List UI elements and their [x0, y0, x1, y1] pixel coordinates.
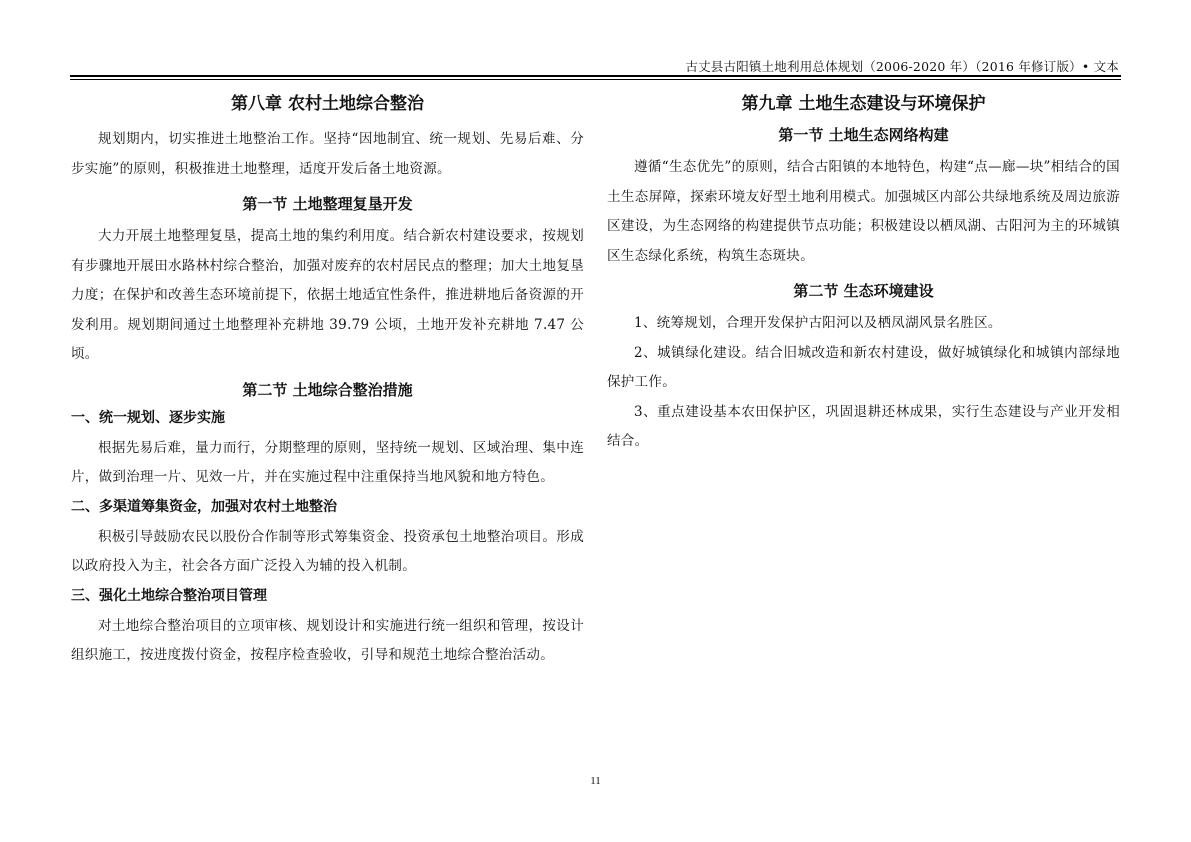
measure-2-title: 二、多渠道筹集资金，加强对农村土地整治 — [71, 498, 337, 515]
eco-item-1: 1、统筹规划，合理开发保护古阳河以及栖凤湖风景名胜区。 — [634, 315, 1002, 331]
measure-2-paragraph: 积极引导鼓励农民以股份合作制等形式筹集资金、投资承包土地整治项目。形成以政府投入为主，社会各方面广泛投入为辅的投入机制。 — [71, 528, 584, 574]
section-eco-construction-title: 第二节 生态环境建设 — [793, 282, 934, 300]
chapter-9-title: 第九章 土地生态建设与环境保护 — [741, 94, 986, 114]
section-eco-network-paragraph: 遵循“生态优先”的原则，结合古阳镇的本地特色，构建“点—廊—块”相结合的国土生态屏障，探索环境友好型土地利用模式。加强城区内部公共绿地系统及周边旅游区建设，为生态网络的构建提供节点功能；积极建设以栖凤湖、古阳河为主的环城镇区生态绿化系统，构筑生态斑块。 — [607, 159, 1120, 264]
left-column — [71, 93, 584, 671]
eco-item-2: 2、城镇绿化建设。结合旧城改造和新农村建设，做好城镇绿化和城镇内部绿地保护工作。 — [607, 344, 1120, 390]
measure-3-paragraph: 对土地综合整治项目的立项审核、规划设计和实施进行统一组织和管理，按设计组织施工，按进度拨付资金，按程序检查验收，引导和规范土地综合整治活动。 — [71, 617, 584, 663]
section-land-consolidation-title: 第一节 土地整理复垦开发 — [242, 195, 413, 213]
header-rule-thin — [70, 79, 1121, 80]
running-header: 古丈县古阳镇土地利用总体规划（2006-2020 年）（2016 年修订版）• 文本 — [685, 59, 1119, 74]
measure-1-title: 一、统一规划、逐步实施 — [71, 409, 225, 426]
measure-3-title: 三、强化土地综合整治项目管理 — [71, 587, 267, 604]
section-eco-network-title: 第一节 土地生态网络构建 — [778, 126, 949, 144]
section-measures-title: 第二节 土地综合整治措施 — [242, 380, 413, 399]
right-column — [607, 93, 1120, 457]
eco-item-3: 3、重点建设基本农田保护区，巩固退耕还林成果，实行生态建设与产业开发相结合。 — [607, 403, 1120, 449]
section-land-consolidation-paragraph: 大力开展土地整理复垦，提高土地的集约利用度。结合新农村建设要求，按规划有步骤地开展田水路林村综合整治，加强对废弃的农村居民点的整理；加大土地复垦力度；在保护和改善生态环境前提下，依据土地适宜性条件，推进耕地后备资源的开发利用。规划期间通过土地整理补充耕地 39.79 公顷，土地开发补充耕地 7.47 公顷。 — [71, 228, 584, 362]
measure-1-paragraph: 根据先易后难，量力而行，分期整理的原则，坚持统一规划、区域治理、集中连片，做到治理一片、见效一片，并在实施过程中注重保持当地风貌和地方特色。 — [71, 439, 584, 485]
chapter-8-intro: 规划期内，切实推进土地整治工作。坚持“因地制宜、统一规划、先易后难、分步实施”的原则，积极推进土地整理，适度开发后备土地资源。 — [71, 131, 584, 177]
page-number: 11 — [590, 775, 601, 787]
header-rule-thick — [70, 75, 1121, 77]
chapter-8-title: 第八章 农村土地综合整治 — [231, 94, 424, 114]
